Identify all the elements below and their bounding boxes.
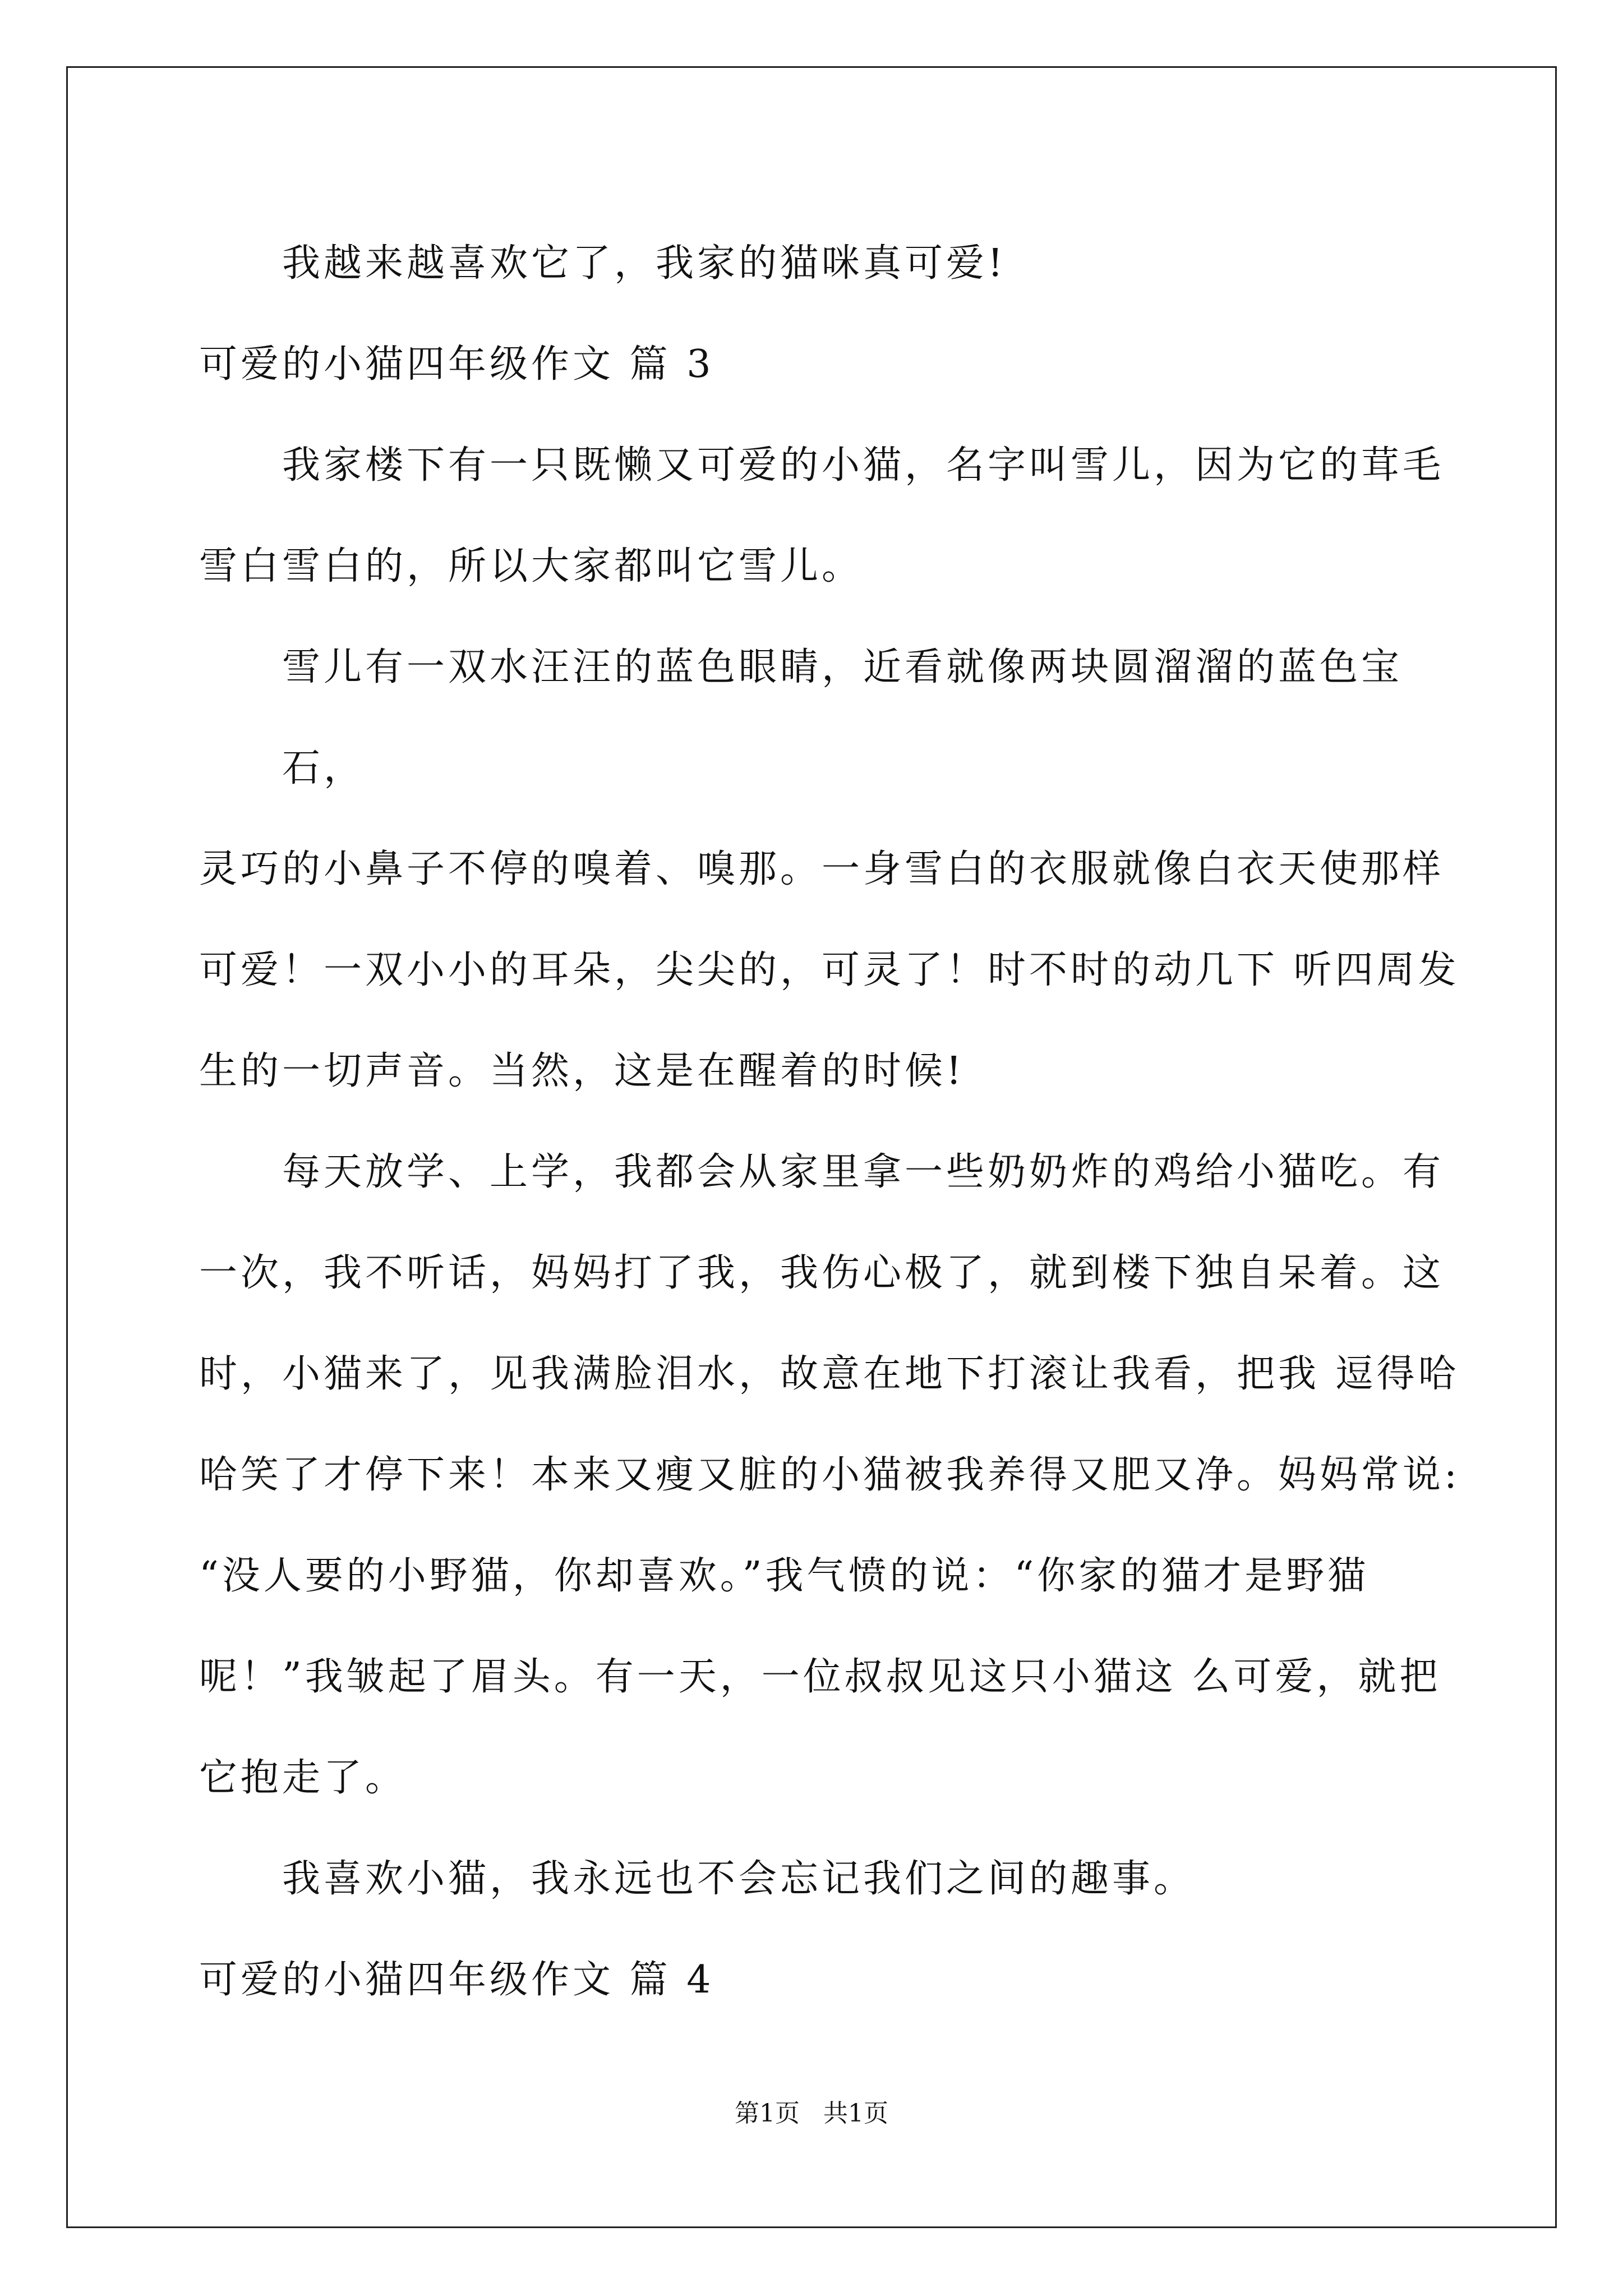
text-line: 我越来越喜欢它了，我家的猫咪真可爱! bbox=[282, 241, 1007, 286]
text-line: 时，小猫来了，见我满脸泪水，故意在地下打滚让我看，把我 逗得哈 bbox=[199, 1352, 1460, 1396]
text-line: 雪白雪白的，所以大家都叫它雪儿。 bbox=[199, 544, 864, 588]
text-line: 每天放学、上学，我都会从家里拿一些奶奶炸的鸡给小猫吃。有 bbox=[282, 1150, 1445, 1194]
document-body bbox=[199, 213, 1467, 2031]
text-line: 我喜欢小猫，我永远也不会忘记我们之间的趣事。 bbox=[282, 1857, 1196, 1901]
text-line: 呢！”我皱起了眉头。有一天，一位叔叔见这只小猫这 么可爱，就把 bbox=[199, 1655, 1441, 1699]
text-line: 我家楼下有一只既懒又可爱的小猫，名字叫雪儿，因为它的茸毛 bbox=[282, 443, 1445, 487]
text-line: 生的一切声音。当然，这是在醒着的时候! bbox=[199, 1049, 965, 1093]
text-line: 一次，我不听话，妈妈打了我，我伤心极了，就到楼下独自呆着。这 bbox=[199, 1251, 1445, 1295]
text-line: 它抱走了。 bbox=[199, 1756, 407, 1800]
text-line: “没人要的小野猫，你却喜欢。”我气愤的说：“你家的猫才是野猫 bbox=[199, 1554, 1370, 1598]
section-heading bbox=[199, 314, 1467, 415]
text-line: 哈笑了才停下来！本来又瘦又脏的小猫被我养得又肥又净。妈妈常说: bbox=[199, 1453, 1460, 1497]
page-footer bbox=[0, 2097, 1623, 2131]
paragraph bbox=[199, 1122, 1467, 1829]
section-heading bbox=[199, 1930, 1467, 2031]
text-line: 雪儿有一双水汪汪的蓝色眼睛，近看就像两块圆溜溜的蓝色宝石， bbox=[282, 645, 1403, 790]
paragraph bbox=[199, 1829, 1467, 1930]
paragraph bbox=[199, 213, 1467, 314]
heading-text: 可爱的小猫四年级作文 篇 3 bbox=[199, 342, 714, 386]
text-line: 灵巧的小鼻子不停的嗅着、嗅那。一身雪白的衣服就像白衣天使那样 bbox=[199, 847, 1445, 891]
paragraph bbox=[199, 415, 1467, 617]
text-line: 可爱！一双小小的耳朵，尖尖的，可灵了！时不时的动几下 听四周发 bbox=[199, 948, 1460, 992]
paragraph bbox=[199, 617, 1467, 1122]
heading-text: 可爱的小猫四年级作文 篇 4 bbox=[199, 1958, 714, 2002]
page-number-label: 第1页 共1页 bbox=[735, 2099, 888, 2128]
